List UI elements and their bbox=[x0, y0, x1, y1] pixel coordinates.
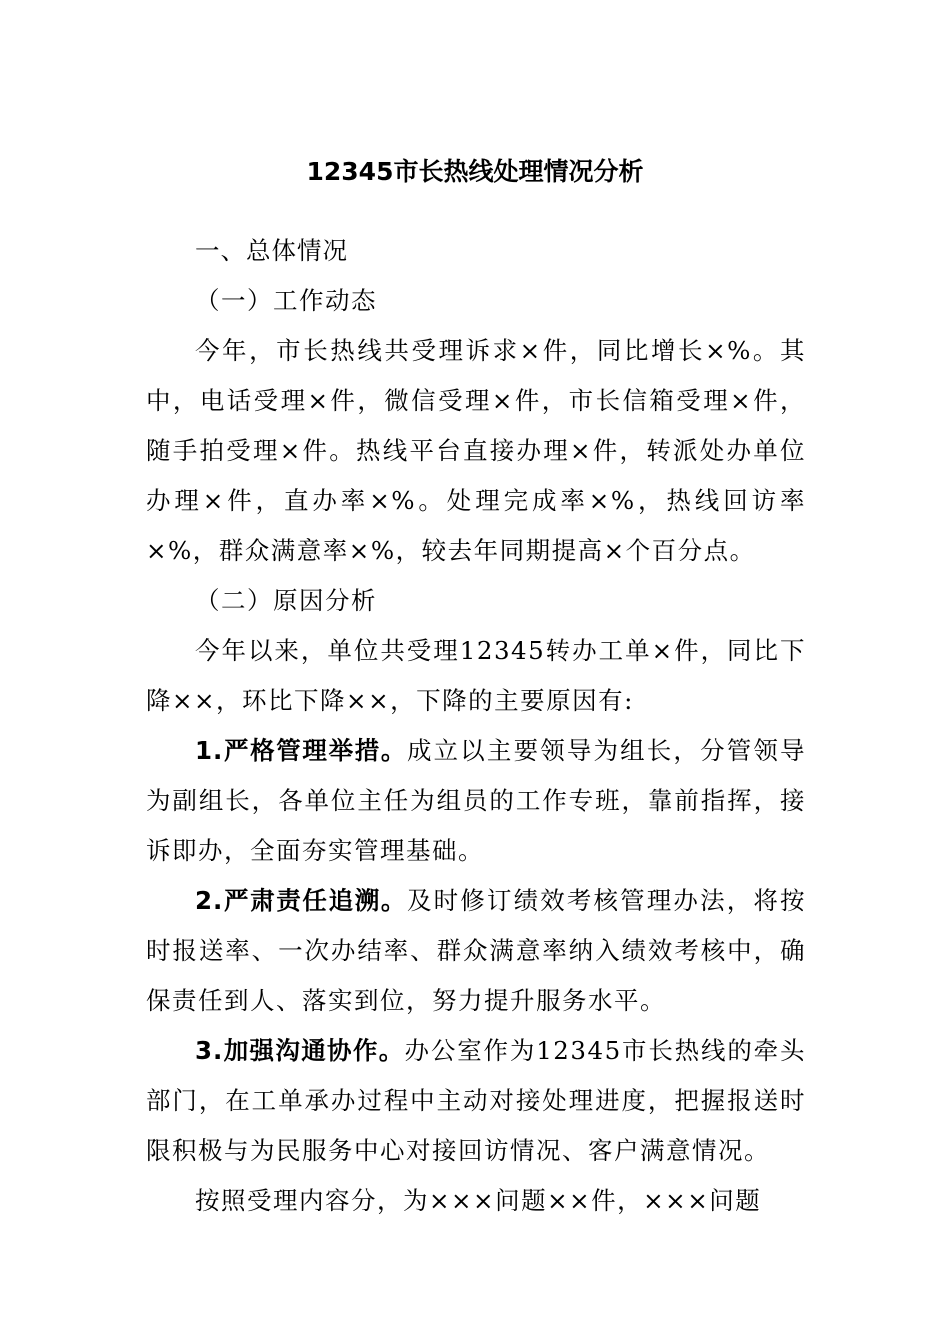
list-item-lead: 3.加强沟通协作。 bbox=[195, 1036, 405, 1065]
list-item-text: 办公室作为12345市长热线的牵头部门，在工单承办过程中主动对接处理进度，把握报送时限积极与为民服务中心对接回访情况、客户满意情况。 bbox=[146, 1036, 807, 1165]
paragraph-by-content: 按照受理内容分，为×××问题××件，×××问题 bbox=[195, 1186, 762, 1215]
list-item-text: 及时修订绩效考核管理办法，将按时报送率、一次办结率、群众满意率纳入绩效考核中，确保责任到人、落实到位，努力提升服务水平。 bbox=[146, 886, 806, 1015]
paragraph-work-trends: 今年，市长热线共受理诉求×件，同比增长×%。其中，电话受理×件，微信受理×件，市长信箱受理×件，随手拍受理×件。热线平台直接办理×件，转派处办单位办理×件，直办率×%。处理完成率×%，热线回访率×%，群众满意率×%，较去年同期提高×个百分点。 bbox=[146, 336, 806, 565]
list-item-lead: 2.严肃责任追溯。 bbox=[195, 886, 407, 915]
subsection-heading-cause-analysis: （二）原因分析 bbox=[195, 586, 377, 615]
list-item bbox=[146, 726, 806, 876]
document-title: 12345市长热线处理情况分析 bbox=[306, 157, 644, 186]
subsection-heading-work-trends: （一）工作动态 bbox=[195, 286, 377, 315]
list-item-text: 成立以主要领导为组长，分管领导为副组长，各单位主任为组员的工作专班，靠前指挥，接诉即办，全面夯实管理基础。 bbox=[146, 736, 806, 865]
list-item bbox=[146, 876, 806, 1026]
list-item-lead: 1.严格管理举措。 bbox=[195, 736, 407, 765]
list-item bbox=[146, 1026, 806, 1176]
paragraph-cause-analysis: 今年以来，单位共受理12345转办工单×件，同比下降××，环比下降××，下降的主要原因有: bbox=[146, 636, 806, 715]
section-heading-overall: 一、总体情况 bbox=[195, 236, 348, 265]
document-body bbox=[146, 226, 806, 1226]
